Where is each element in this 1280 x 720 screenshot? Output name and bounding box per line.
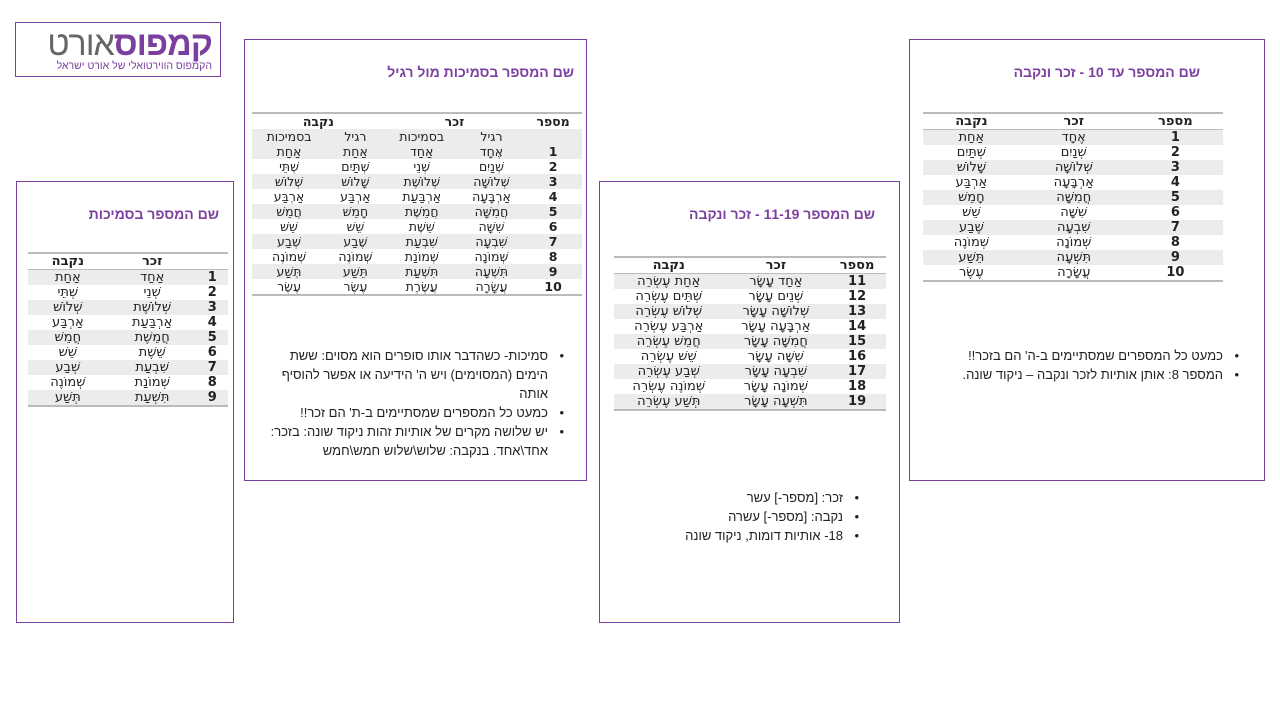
table-row	[252, 189, 582, 204]
cell-male: חֲמִשָּׁה	[1020, 190, 1128, 205]
cell-male: עֲשָׂרָה	[1020, 265, 1128, 281]
cell-male-construct: שְׁלוֹשֶׁת	[385, 174, 459, 189]
cell-number: 8	[207, 375, 217, 390]
cell-male: אַרְבַּעַת	[131, 315, 173, 330]
table-row	[923, 250, 1223, 265]
cell-female: אַרְבַּע	[955, 175, 988, 190]
cell-female: תְּשַׁע	[28, 390, 108, 406]
cell-female-construct: שֵׁשׁ	[280, 219, 298, 234]
cell-female: עֶשֶׂר	[923, 265, 1020, 281]
cell-number: 9	[1128, 250, 1223, 265]
construct-vs-regular-table	[252, 112, 582, 296]
panel-construct	[16, 181, 234, 623]
cell-male-construct: אַחַד	[385, 144, 459, 159]
cell-female: שְׁבַע עֶשְׂרֵה	[614, 364, 723, 379]
cell-female: שְׁמוֹנֶה	[953, 235, 990, 250]
table-row	[614, 364, 886, 379]
cell-number: 4	[207, 315, 217, 330]
cell-male: אַחַד עָשָׂר	[723, 274, 828, 290]
cell-female: אַחַת	[28, 270, 108, 286]
cell-number: 7	[1128, 220, 1223, 235]
cell-male-construct: שְׁמוֹנַת	[404, 249, 439, 264]
cell-number: 6	[207, 345, 217, 360]
cell-female: אַרְבַּע עֶשְׂרֵה	[634, 319, 704, 334]
subheader-construct: בסמיכות	[252, 129, 326, 144]
cell-female: שֵׁשׁ	[962, 205, 981, 220]
col-header-female: נקבה	[614, 257, 723, 274]
cell-male: שְׁלוֹשֶׁת	[108, 300, 197, 315]
panel-title: שם המספר עד 10 - זכר ונקבה	[1013, 64, 1200, 80]
cell-male: אֶחָד	[1020, 130, 1128, 146]
cell-female-construct: אַרְבַּע	[273, 189, 305, 204]
cell-female-construct: עֶשֶׂר	[252, 279, 326, 295]
cell-number: 10	[1128, 265, 1223, 281]
cell-male-regular: שְׁמוֹנָה	[474, 249, 509, 264]
table-row	[614, 334, 886, 349]
cell-male: שֵׁשֶׁת	[138, 345, 166, 360]
cell-female: חָמֵשׁ	[923, 190, 1020, 205]
cell-number: 4	[1170, 175, 1180, 190]
note-item: • המספר 8: אותן אותיות לזכר ונקבה – ניקוד שונה.	[958, 365, 1223, 384]
note-item: • נקבה: [מספר-] עשרה	[603, 507, 843, 526]
cell-female-construct: חֲמֵשׁ	[252, 204, 326, 219]
cell-female: אַרְבַּע	[51, 315, 84, 330]
cell-male-construct: תִּשְׁעַת	[385, 264, 459, 279]
cell-number: 2	[207, 285, 217, 300]
cell-male-construct: שֵׁשֶׁת	[408, 219, 435, 234]
table-row	[252, 174, 582, 189]
panel-notes	[958, 346, 1237, 384]
cell-number: 6	[1170, 205, 1180, 220]
cell-male-regular: אֶחָד	[459, 144, 524, 159]
cell-number: 10	[524, 279, 582, 295]
cell-male-regular: שִׁשָּׁה	[478, 219, 505, 234]
col-header-female: נקבה	[252, 113, 385, 129]
table-row	[28, 330, 228, 345]
cell-number: 1	[524, 144, 582, 159]
cell-number: 18	[848, 379, 867, 394]
cell-male: שִׁבְעַת	[108, 360, 197, 375]
cell-number: 8	[1170, 235, 1180, 250]
col-header-male: זכר	[723, 257, 828, 274]
table-row	[252, 204, 582, 219]
cell-number: 3	[524, 174, 582, 189]
note-item: • סמיכות- כשהדבר אותו סופרים הוא מסוים: ששת הימים (המסוימים) ויש ה' הידיעה או אפשר להוסיף אותה	[256, 346, 548, 403]
cell-male: שְׁמוֹנָה עָשָׂר	[743, 379, 808, 394]
cell-number: 7	[197, 360, 228, 375]
table-row	[923, 235, 1223, 250]
table-row	[28, 390, 228, 406]
note-item: • 18- אותיות דומות, ניקוד שונה	[603, 526, 843, 545]
cell-male-regular: תִּשְׁעָה	[459, 264, 524, 279]
cell-female: שְׁלוֹשׁ	[28, 300, 108, 315]
cell-male: אַחַד	[108, 270, 197, 286]
cell-number: 15	[828, 334, 886, 349]
table-row	[28, 360, 228, 375]
col-header-number: מספר	[828, 257, 886, 274]
cell-male: שִׁבְעָה עָשָׂר	[723, 364, 828, 379]
cell-male-regular: שְׁלוֹשָׁה	[459, 174, 524, 189]
panel-title: שם המספר 11-19 - זכר ונקבה	[689, 206, 875, 222]
table-row	[923, 175, 1223, 190]
table-row	[614, 289, 886, 304]
cell-male: שִׁבְעָה	[1020, 220, 1128, 235]
cell-number: 19	[828, 394, 886, 410]
cell-female: שְׁתַּיִם	[956, 145, 987, 160]
construct-table	[28, 252, 228, 407]
cell-number: 5	[1128, 190, 1223, 205]
logo-word-campus: קמפוס	[113, 25, 212, 63]
logo-word-ort: אורט	[47, 25, 114, 63]
table-row	[923, 190, 1223, 205]
table-row	[252, 219, 582, 234]
cell-male-regular: שְׁנַיִם	[478, 159, 504, 174]
cell-female-regular: עֶשֶׂר	[326, 279, 385, 295]
table-row	[28, 375, 228, 390]
table-row	[614, 349, 886, 364]
table-row	[28, 285, 228, 300]
cell-female: חֲמֵשׁ עֶשְׂרֵה	[614, 334, 723, 349]
cell-number: 9	[197, 390, 228, 406]
cell-male: שִׁשָּׁה עָשָׂר	[747, 349, 804, 364]
cell-female-construct: אַחַת	[252, 144, 326, 159]
cell-female: שֶׁבַע	[923, 220, 1020, 235]
panel-notes	[256, 346, 562, 460]
note-item: • יש שלושה מקרים של אותיות זהות ניקוד שונה: בזכר: אחד\אחד. בנקבה: שלוש\שלוש חמש\חמש	[256, 422, 548, 460]
table-row	[252, 264, 582, 279]
ort-campus-logo	[15, 22, 221, 77]
subheader-construct: בסמיכות	[385, 129, 459, 144]
cell-number: 3	[1128, 160, 1223, 175]
col-header-male: זכר	[1020, 113, 1128, 130]
cell-number: 7	[524, 234, 582, 249]
logo-subtitle: הקמפוס הווירטואלי של אורט ישראל	[56, 60, 212, 72]
table-row	[923, 205, 1223, 220]
cell-female: תְּשַׁע עֶשְׂרֵה	[614, 394, 723, 410]
cell-female-regular: אַרְבַּע	[340, 189, 371, 204]
cell-male: שְׁלוֹשָׁה עָשָׂר	[723, 304, 828, 319]
cell-number: 8	[548, 249, 558, 264]
cell-male-regular: אַרְבָּעָה	[472, 189, 511, 204]
col-header-number: מספר	[524, 113, 582, 129]
cell-male: חֲמֵשֶׁת	[108, 330, 197, 345]
table-row	[614, 304, 886, 319]
cell-male-construct: שְׁנֵי	[413, 159, 431, 174]
cell-female: שְׁתֵּים עֶשְׂרֵה	[635, 289, 703, 304]
cell-number: 3	[197, 300, 228, 315]
table-row	[923, 160, 1223, 175]
cell-male: אַרְבָּעָה עָשָׂר	[741, 319, 811, 334]
cell-female: אַחַת	[923, 130, 1020, 146]
cell-male-regular: שִׁבְעָה	[459, 234, 524, 249]
cell-female-regular: שְׁתַּיִם	[341, 159, 370, 174]
panel-title: שם המספר בסמיכות מול רגיל	[387, 64, 574, 80]
col-header-number: מספר	[1128, 113, 1223, 130]
table-row	[28, 345, 228, 360]
table-row	[252, 234, 582, 249]
cell-male-regular: עֲשָׂרָה	[459, 279, 524, 295]
panel-construct-vs-regular	[244, 39, 587, 481]
note-item: • כמעט כל המספרים שמסתיימים ב-ה' הם בזכר!!	[958, 346, 1223, 365]
cell-number: 11	[828, 274, 886, 290]
cell-male: שְׁמוֹנַת	[134, 375, 170, 390]
cell-male: חֲמִשָּׁה עָשָׂר	[723, 334, 828, 349]
cell-female: שְׁלוֹשׁ עֶשְׂרֵה	[614, 304, 723, 319]
table-row	[614, 394, 886, 410]
cell-number: 2	[548, 159, 558, 174]
table-row	[923, 220, 1223, 235]
subheader-regular: רגיל	[326, 129, 385, 144]
cell-female-regular: אַחַת	[326, 144, 385, 159]
cell-number: 1	[197, 270, 228, 286]
table-row	[252, 144, 582, 159]
cell-female: תֵּשַׁע	[923, 250, 1020, 265]
cell-number: 2	[1170, 145, 1180, 160]
subheader-regular: רגיל	[459, 129, 524, 144]
cell-male: תִּשְׁעָה	[1020, 250, 1128, 265]
numbers-to-10-table	[923, 112, 1223, 282]
col-header-male: זכר	[385, 113, 524, 129]
cell-female-regular: שָׁלוֹשׁ	[326, 174, 385, 189]
note-item: • זכר: [מספר-] עשר	[603, 488, 843, 507]
cell-female: שֵׁשׁ עֶשְׂרֵה	[640, 349, 697, 364]
table-row	[28, 300, 228, 315]
cell-male: תִּשְׁעָה עָשָׂר	[723, 394, 828, 410]
table-row	[614, 379, 886, 394]
cell-female: שְׁמוֹנֶה	[50, 375, 86, 390]
cell-number: 16	[848, 349, 867, 364]
note-item: • כמעט כל המספרים שמסתיימים ב-ת' הם זכר!!	[256, 403, 548, 422]
table-row	[252, 159, 582, 174]
col-header-number	[197, 253, 228, 270]
cell-female: אַחַת עֶשְׂרֵה	[614, 274, 723, 290]
table-row	[923, 265, 1223, 281]
cell-female-regular: שְׁמוֹנֶה	[338, 249, 373, 264]
table-row	[614, 319, 886, 334]
logo-wordmark	[47, 25, 212, 64]
cell-male: אַרְבָּעָה	[1053, 175, 1094, 190]
table-row	[28, 270, 228, 286]
cell-male-construct: חֲמֵשֶׁת	[385, 204, 459, 219]
cell-female-regular: חָמֵשׁ	[326, 204, 385, 219]
cell-male-regular: חֲמִשָּׁה	[459, 204, 524, 219]
cell-female-construct: שְׁבַע	[252, 234, 326, 249]
cell-number: 1	[1128, 130, 1223, 146]
table-row	[28, 315, 228, 330]
cell-male: תִּשְׁעַת	[108, 390, 197, 406]
table-row	[923, 145, 1223, 160]
panel-numbers-to-10	[909, 39, 1265, 481]
cell-number: 4	[548, 189, 558, 204]
cell-number: 17	[828, 364, 886, 379]
panel-numbers-11-19	[599, 181, 900, 623]
cell-female-construct: שְׁמוֹנֶה	[272, 249, 306, 264]
cell-male-construct: שִׁבְעַת	[385, 234, 459, 249]
cell-number: 14	[848, 319, 867, 334]
cell-female-regular: תֵּשַׁע	[326, 264, 385, 279]
cell-female: שָׁלוֹשׁ	[923, 160, 1020, 175]
panel-title: שם המספר בסמיכות	[88, 206, 219, 222]
cell-female-regular: שֶׁבַע	[326, 234, 385, 249]
table-row	[252, 279, 582, 295]
cell-male: שְׁלוֹשָׁה	[1020, 160, 1128, 175]
cell-male-construct: עֲשֶׂרֶת	[385, 279, 459, 295]
cell-number: 9	[524, 264, 582, 279]
numbers-11-19-table	[614, 256, 886, 411]
cell-male: שְׁנֵים עָשָׂר	[748, 289, 804, 304]
cell-male: שְׁנַיִם	[1060, 145, 1087, 160]
cell-number: 5	[197, 330, 228, 345]
col-header-male: זכר	[108, 253, 197, 270]
cell-female-construct: שְׁתֵּי	[279, 159, 299, 174]
cell-female: שֵׁשׁ	[58, 345, 78, 360]
table-row	[252, 249, 582, 264]
cell-number: 13	[828, 304, 886, 319]
cell-female: שְׁתֵּי	[57, 285, 79, 300]
panel-notes	[603, 488, 857, 545]
table-row	[614, 274, 886, 290]
cell-male: שִׁשָּׁה	[1060, 205, 1088, 220]
cell-female-construct: תְּשַׁע	[252, 264, 326, 279]
cell-female: שְׁבַע	[28, 360, 108, 375]
cell-number: 12	[848, 289, 867, 304]
col-header-female: נקבה	[28, 253, 108, 270]
table-row	[923, 130, 1223, 146]
cell-number: 6	[548, 219, 558, 234]
cell-female: חֲמֵשׁ	[28, 330, 108, 345]
cell-female-regular: שֵׁשׁ	[346, 219, 365, 234]
col-header-female: נקבה	[923, 113, 1020, 130]
cell-number: 5	[524, 204, 582, 219]
cell-female: שְׁמוֹנֶה עֶשְׂרֵה	[632, 379, 706, 394]
cell-male: שְׁמוֹנָה	[1056, 235, 1092, 250]
cell-male-construct: אַרְבַּעַת	[402, 189, 442, 204]
cell-female-construct: שְׁלוֹשׁ	[252, 174, 326, 189]
cell-male: שְׁנֵי	[143, 285, 161, 300]
